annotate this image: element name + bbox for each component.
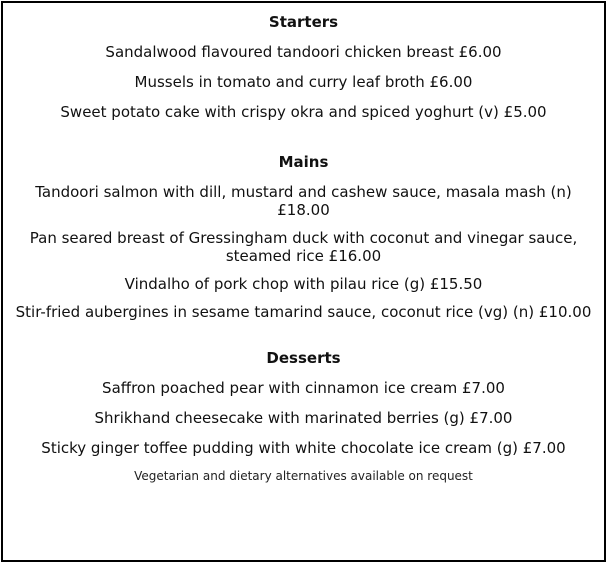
- starters-heading: Starters: [268, 13, 339, 31]
- menu-item: Saffron poached pear with cinnamon ice cream £7.00: [102, 379, 505, 397]
- menu-item: Vindalho of pork chop with pilau rice (g) £15.50: [124, 275, 483, 293]
- menu-item: Sandalwood flavoured tandoori chicken breast £6.00: [105, 43, 502, 61]
- menu-item: Shrikhand cheesecake with marinated berries (g) £7.00: [94, 409, 513, 427]
- menu-item: Pan seared breast of Gressingham duck with coconut and vinegar sauce, steamed rice £16.00: [29, 229, 578, 265]
- mains-heading: Mains: [278, 153, 329, 171]
- menu-item: Stir-fried aubergines in sesame tamarind sauce, coconut rice (vg) (n) £10.00: [15, 303, 592, 321]
- desserts-heading: Desserts: [266, 349, 341, 367]
- menu-card: [1, 1, 606, 562]
- desserts-section: [3, 331, 604, 457]
- menu-item: Sweet potato cake with crispy okra and spiced yoghurt (v) £5.00: [60, 103, 547, 121]
- starters-section: [3, 3, 604, 121]
- menu-item: Sticky ginger toffee pudding with white chocolate ice cream (g) £7.00: [41, 439, 566, 457]
- menu-item: Mussels in tomato and curry leaf broth £6.00: [134, 73, 473, 91]
- menu-item: Tandoori salmon with dill, mustard and cashew sauce, masala mash (n) £18.00: [35, 183, 572, 219]
- dietary-footnote: Vegetarian and dietary alternatives available on request: [134, 469, 473, 483]
- mains-section: [3, 133, 604, 321]
